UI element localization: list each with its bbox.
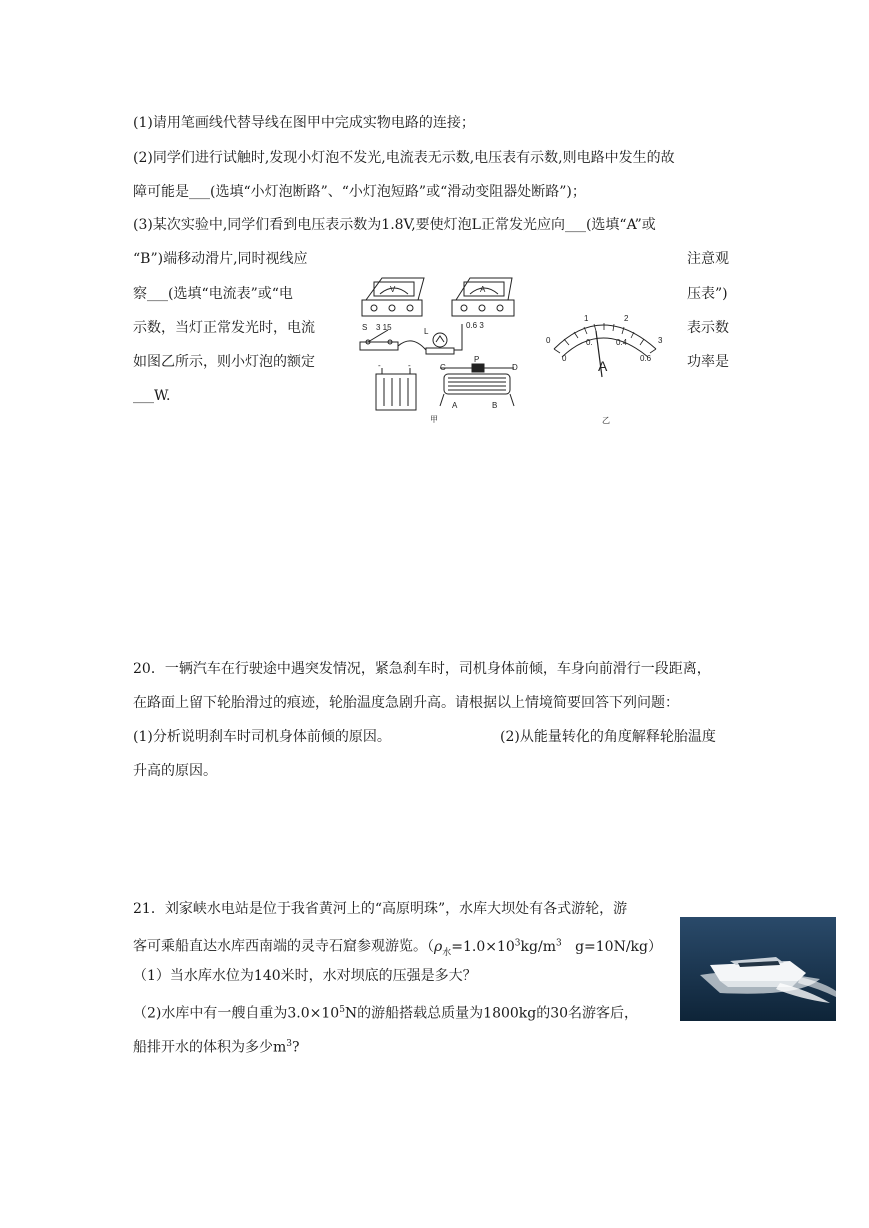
q20-line1: 20．一辆汽车在行驶途中遇突发情况，紧急刹车时，司机身体前倾，车身向前滑行一段距离， bbox=[133, 661, 711, 677]
q19-part3-line4-right: 表示数 bbox=[687, 320, 729, 336]
label-d: D bbox=[512, 363, 518, 372]
q20-line4: 升高的原因。 bbox=[133, 763, 217, 779]
dial-tick-0: 0 bbox=[546, 336, 551, 345]
q19-part3-line3-right: 压表”) bbox=[687, 286, 728, 302]
battery-icon bbox=[376, 368, 416, 410]
q19-part2-line1: (2)同学们进行试触时,发现小灯泡不发光,电流表无示数,电压表有示数,则电路中发生的故 bbox=[133, 150, 675, 166]
q21-formula: （$\rho_水=1.0\times 10^3kg/m^3$ g=10N/kg） bbox=[427, 938, 662, 958]
ammeter-terminal-labels: 0.6 3 bbox=[466, 321, 484, 330]
voltmeter-terminal-labels: 3 15 bbox=[376, 323, 392, 332]
battery-minus-label-2: - bbox=[408, 361, 411, 370]
q20-line3-left: (1)分析说明刹车时司机身体前倾的原因。 bbox=[133, 729, 391, 745]
voltmeter-icon bbox=[362, 278, 424, 316]
label-b: B bbox=[492, 401, 498, 410]
q19-part3-line2-left: “B”)端移动滑片,同时视线应 bbox=[133, 251, 308, 267]
yacht-illustration bbox=[680, 917, 836, 1021]
ammeter-symbol: A bbox=[480, 285, 486, 294]
q19-part2-line2: 障可能是___(选填“小灯泡断路”、“小灯泡短路”或“滑动变阻器处断路”)； bbox=[133, 184, 586, 200]
dial-tick-2: 2 bbox=[624, 314, 629, 323]
ammeter-dial-figure bbox=[540, 305, 670, 430]
q19-part3-line5-right: 功率是 bbox=[687, 354, 729, 370]
label-a: A bbox=[452, 401, 458, 410]
rheostat-icon bbox=[440, 364, 514, 406]
battery-minus-label: - bbox=[378, 361, 381, 370]
figure-jia-caption: 甲 bbox=[430, 415, 438, 424]
q21-line1: 21．刘家峡水电站是位于我省黄河上的“高原明珠”，水库大坝处有各式游轮，游 bbox=[133, 901, 628, 917]
q21-line2-text: 客可乘船直达水库西南端的灵寺石窟参观游览。 bbox=[133, 938, 427, 955]
dial-scale-02: 0. bbox=[586, 338, 593, 347]
q19-part3-line1: (3)某次实验中,同学们看到电压表示数为1.8V,要使灯泡L正常发光应向___(选填“A”或 bbox=[133, 217, 656, 233]
lamp-icon bbox=[426, 333, 454, 354]
switch-icon bbox=[360, 330, 398, 350]
label-s: S bbox=[362, 323, 368, 332]
q19-part3-line3-left: 察___(选填“电流表”或“电 bbox=[133, 286, 293, 302]
q19-part1: (1)请用笔画线代替导线在图甲中完成实物电路的连接； bbox=[133, 115, 475, 131]
dial-scale-04: 0.4 bbox=[616, 338, 628, 347]
q20-line2: 在路面上留下轮胎滑过的痕迹，轮胎温度急剧升高。请根据以上情境简要回答下列问题： bbox=[133, 695, 679, 711]
yacht-photo bbox=[680, 917, 836, 1021]
q21-line4: （2)水库中有一艘自重为$3.0\times 10^5N$的游船搭载总质量为1800kg的30名游客后， bbox=[133, 1005, 639, 1022]
q19-part3-line2-right: 注意观 bbox=[687, 251, 729, 267]
figure-yi-caption: 乙 bbox=[602, 416, 610, 425]
dial-tick-1: 1 bbox=[584, 314, 589, 323]
q19-part3-line6: ___W. bbox=[133, 388, 171, 404]
voltmeter-symbol: V bbox=[390, 285, 396, 294]
q19-part3-line4-left: 示数，当灯正常发光时，电流 bbox=[133, 320, 315, 336]
dial-unit: A bbox=[598, 358, 608, 374]
label-l: L bbox=[424, 327, 429, 336]
circuit-figure bbox=[352, 270, 532, 430]
q21-line3: （1）当水库水位为140米时，水对坝底的压强是多大？ bbox=[133, 968, 477, 984]
dial-tick-3: 3 bbox=[658, 336, 663, 345]
ammeter-icon bbox=[452, 278, 514, 316]
q21-line5: 船排开水的体积为多少$m^3$? bbox=[133, 1039, 300, 1056]
label-c: C bbox=[440, 363, 446, 372]
q19-part3-line5-left: 如图乙所示，则小灯泡的额定 bbox=[133, 354, 315, 370]
q21-line2 bbox=[133, 933, 662, 962]
q20-line3-right: (2)从能量转化的角度解释轮胎温度 bbox=[500, 729, 716, 745]
dial-scale-0: 0 bbox=[562, 354, 567, 363]
dial-scale-06: 0.6 bbox=[640, 354, 652, 363]
label-p: P bbox=[474, 355, 480, 364]
